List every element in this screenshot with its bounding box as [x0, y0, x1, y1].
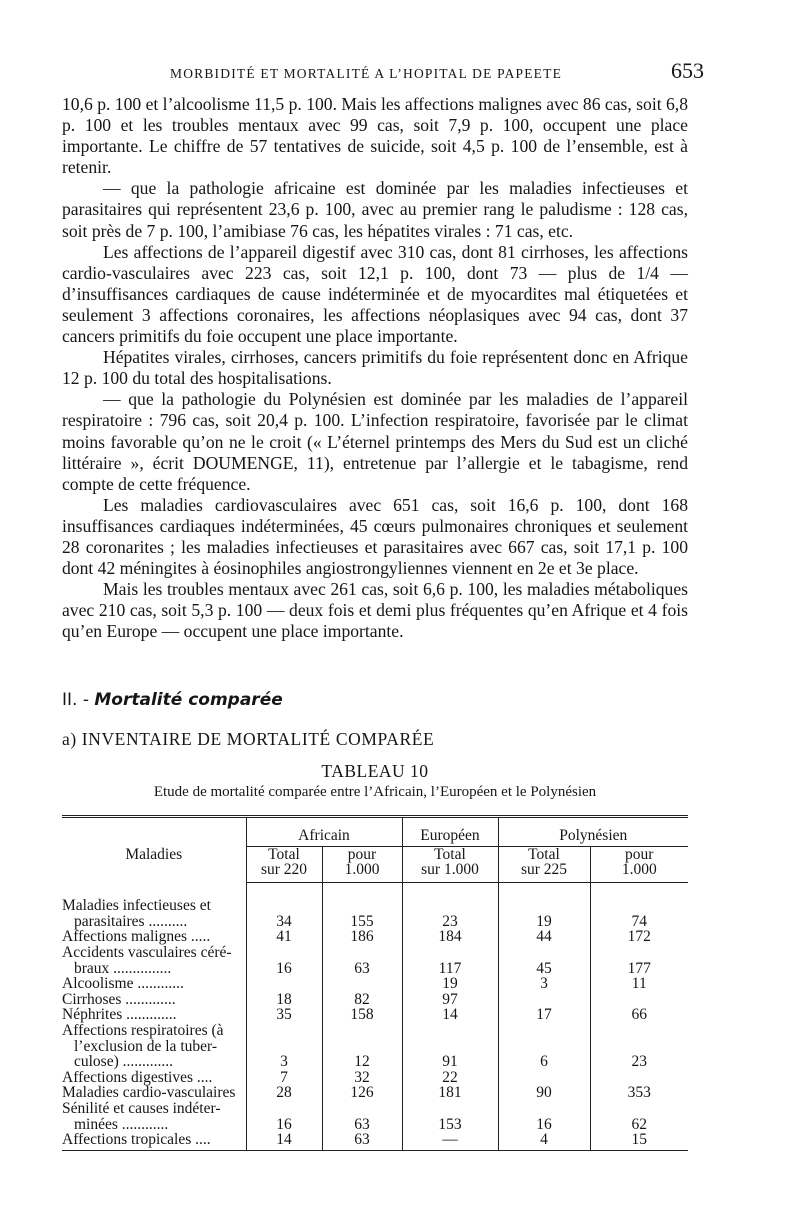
cell-eu-total: 181	[402, 1085, 498, 1101]
subsection-heading	[62, 729, 434, 750]
section-heading	[62, 690, 662, 710]
cell-po-total: 3	[498, 976, 590, 992]
cell-po-pour: 74	[590, 882, 688, 929]
cell-af-total: 14	[246, 1132, 322, 1150]
header-eu-total: Total sur 1.000	[402, 846, 498, 882]
paragraph: Hépatites virales, cirrhoses, cancers primitifs du foie représentent donc en Afrique 12 p. 100 du total des hospitalisations.	[62, 347, 688, 389]
cell-af-pour: 12	[322, 1023, 402, 1070]
mortality-table	[62, 815, 688, 1151]
cell-af-pour: 63	[322, 1132, 402, 1150]
paragraph: Mais les troubles mentaux avec 261 cas, soit 6,6 p. 100, les maladies métaboliques avec 210 cas, soit 5,3 p. 100 — deux fois et demi plus fréquentes qu’en Afrique et 4 fois qu’en Europe — occupent une place importante.	[62, 579, 688, 642]
cell-af-total: 16	[246, 1101, 322, 1132]
cell-eu-total: 14	[402, 1007, 498, 1023]
table-row	[62, 929, 688, 945]
paragraph: Les affections de l’appareil digestif avec 310 cas, dont 81 cirrhoses, les affections cardio-vasculaires avec 223 cas, soit 12,1 p. 100, dont 73 — plus de 1/4 — d’insuffisances cardiaques de cause indéterminée et de myocardites mal étiquetées et seulement 3 affections coronaires, les affections néoplasiques avec 94 cas, dont 37 cancers primitifs du foie occupent une place importante.	[62, 241, 688, 347]
cell-eu-total: 22	[402, 1070, 498, 1086]
table-number: TABLEAU 10	[321, 761, 429, 781]
subsection-label: a)	[62, 729, 77, 749]
header-po-total: Total sur 225	[498, 846, 590, 882]
cell-po-total: 6	[498, 1023, 590, 1070]
table-row	[62, 1101, 688, 1132]
row-label: Néphrites .............	[62, 1006, 177, 1024]
table-row	[62, 1023, 688, 1070]
row-label: Affections tropicales ....	[62, 1132, 246, 1150]
cell-po-total: 4	[498, 1132, 590, 1150]
table-caption	[62, 760, 688, 802]
row-label: Accidents vasculaires céré- braux ...............	[62, 944, 232, 977]
header-europeen: Européen	[402, 817, 498, 847]
running-head	[60, 58, 710, 88]
cell-po-pour: 15	[590, 1132, 688, 1150]
cell-po-pour	[590, 1070, 688, 1086]
cell-eu-total: 97	[402, 992, 498, 1008]
table-row	[62, 1070, 688, 1086]
cell-eu-total: 153	[402, 1101, 498, 1132]
paragraph: Les maladies cardiovasculaires avec 651 cas, soit 16,6 p. 100, dont 168 insuffisances cardiaques indéterminées, 45 cœurs pulmonaires chroniques et seulement 28 coronarites ; les maladies infectieuses et parasitaires avec 667 cas, soit 17,1 p. 100 dont 42 méningites à éosinophiles angiostrongyliennes viennent en 2e et 3e place.	[62, 494, 688, 579]
subsection-title: INVENTAIRE DE MORTALITÉ COMPARÉE	[81, 729, 435, 749]
table-body	[62, 882, 688, 1150]
header-polynesien: Polynésien	[498, 817, 688, 847]
cell-po-total: 45	[498, 945, 590, 976]
cell-af-total: 28	[246, 1085, 322, 1101]
cell-po-total	[498, 992, 590, 1008]
row-label: Affections malignes .....	[62, 928, 211, 946]
cell-af-pour: 63	[322, 1101, 402, 1132]
row-label: Affections respiratoires (à l’exclusion de la tuber- culose) .............	[62, 1022, 224, 1071]
table-header-row	[62, 817, 688, 847]
table-row	[62, 976, 688, 992]
header-africain: Africain	[246, 817, 402, 847]
cell-af-pour: 186	[322, 929, 402, 945]
section-number: II. -	[62, 690, 89, 710]
header-po-pour: pour 1.000	[590, 846, 688, 882]
row-label: Cirrhoses .............	[62, 990, 176, 1008]
cell-af-pour: 82	[322, 992, 402, 1008]
table-row	[62, 1132, 688, 1150]
cell-po-pour: 11	[590, 976, 688, 992]
cell-eu-total: 184	[402, 929, 498, 945]
cell-af-total: 7	[246, 1070, 322, 1086]
table-subtitle: Etude de mortalité comparée entre l’Africain, l’Européen et le Polynésien	[153, 784, 597, 800]
row-label: Affections digestives ....	[62, 1068, 213, 1086]
cell-po-total: 19	[498, 882, 590, 929]
cell-po-total: 90	[498, 1085, 590, 1101]
cell-po-pour: 62	[590, 1101, 688, 1132]
table-row	[62, 945, 688, 976]
body-text	[62, 94, 688, 642]
cell-af-total: 41	[246, 929, 322, 945]
paragraph: 10,6 p. 100 et l’alcoolisme 11,5 p. 100. Mais les affections malignes avec 86 cas, soit 6,8 p. 100 et les troubles mentaux avec 99 cas, soit 7,9 p. 100, occupent une place importante. Le chiffre de 57 tentatives de suicide, soit 4,5 p. 100 de l’ensemble, est à retenir.	[62, 94, 688, 178]
table-row	[62, 992, 688, 1008]
cell-af-pour: 158	[322, 1007, 402, 1023]
cell-af-total: 35	[246, 1007, 322, 1023]
cell-eu-total: 23	[402, 882, 498, 929]
cell-af-pour: 63	[322, 945, 402, 976]
cell-po-total	[498, 1070, 590, 1086]
paragraph: — que la pathologie du Polynésien est dominée par les maladies de l’appareil respiratoire : 796 cas, soit 20,4 p. 100. L’infection respiratoire, favorisée par le climat moins favorable qu’on ne le croit (« L’éternel printemps des Mers du Sud est un cliché littéraire », écrit DOUMENGE, 11), entretenue par l’allergie et le tabagisme, rend compte de cette fréquence.	[62, 389, 688, 494]
paragraph: — que la pathologie africaine est dominée par les maladies infectieuses et parasitaires qui représentent 23,6 p. 100, avec au premier rang le paludisme : 128 cas, soit près de 7 p. 100, l’amibiase 76 cas, les hépatites virales : 71 cas, etc.	[62, 178, 688, 241]
row-label: Sénilité et causes indéter- minées ............	[62, 1100, 221, 1133]
cell-af-total: 18	[246, 992, 322, 1008]
cell-af-total	[246, 976, 322, 992]
cell-eu-total: 19	[402, 976, 498, 992]
cell-po-pour: 23	[590, 1023, 688, 1070]
header-af-total: Total sur 220	[246, 846, 322, 882]
row-label: Maladies infectieuses et parasitaires ..........	[62, 897, 211, 930]
cell-po-pour: 353	[590, 1085, 688, 1101]
cell-af-pour: 32	[322, 1070, 402, 1086]
cell-po-pour: 177	[590, 945, 688, 976]
cell-po-pour: 172	[590, 929, 688, 945]
cell-eu-total: 117	[402, 945, 498, 976]
table-row	[62, 1007, 688, 1023]
cell-af-pour: 155	[322, 882, 402, 929]
header-maladies: Maladies	[62, 817, 246, 883]
cell-po-total: 17	[498, 1007, 590, 1023]
running-title: MORBIDITÉ ET MORTALITÉ A L’HOPITAL DE PAPEETE	[170, 66, 563, 81]
cell-po-pour: 66	[590, 1007, 688, 1023]
header-af-pour: pour 1.000	[322, 846, 402, 882]
cell-af-total: 16	[246, 945, 322, 976]
cell-af-pour: 126	[322, 1085, 402, 1101]
cell-po-total: 44	[498, 929, 590, 945]
page-number: 653	[671, 58, 704, 83]
cell-eu-total: 91	[402, 1023, 498, 1070]
row-label: Alcoolisme ............	[62, 975, 184, 993]
table-row	[62, 1085, 688, 1101]
row-label: Maladies cardio-vasculaires	[62, 1084, 236, 1102]
table-row	[62, 882, 688, 929]
cell-af-total: 34	[246, 882, 322, 929]
cell-af-pour	[322, 976, 402, 992]
cell-eu-total: —	[402, 1132, 498, 1150]
section-title: Mortalité comparée	[94, 690, 283, 710]
cell-po-pour	[590, 992, 688, 1008]
cell-po-total: 16	[498, 1101, 590, 1132]
cell-af-total: 3	[246, 1023, 322, 1070]
